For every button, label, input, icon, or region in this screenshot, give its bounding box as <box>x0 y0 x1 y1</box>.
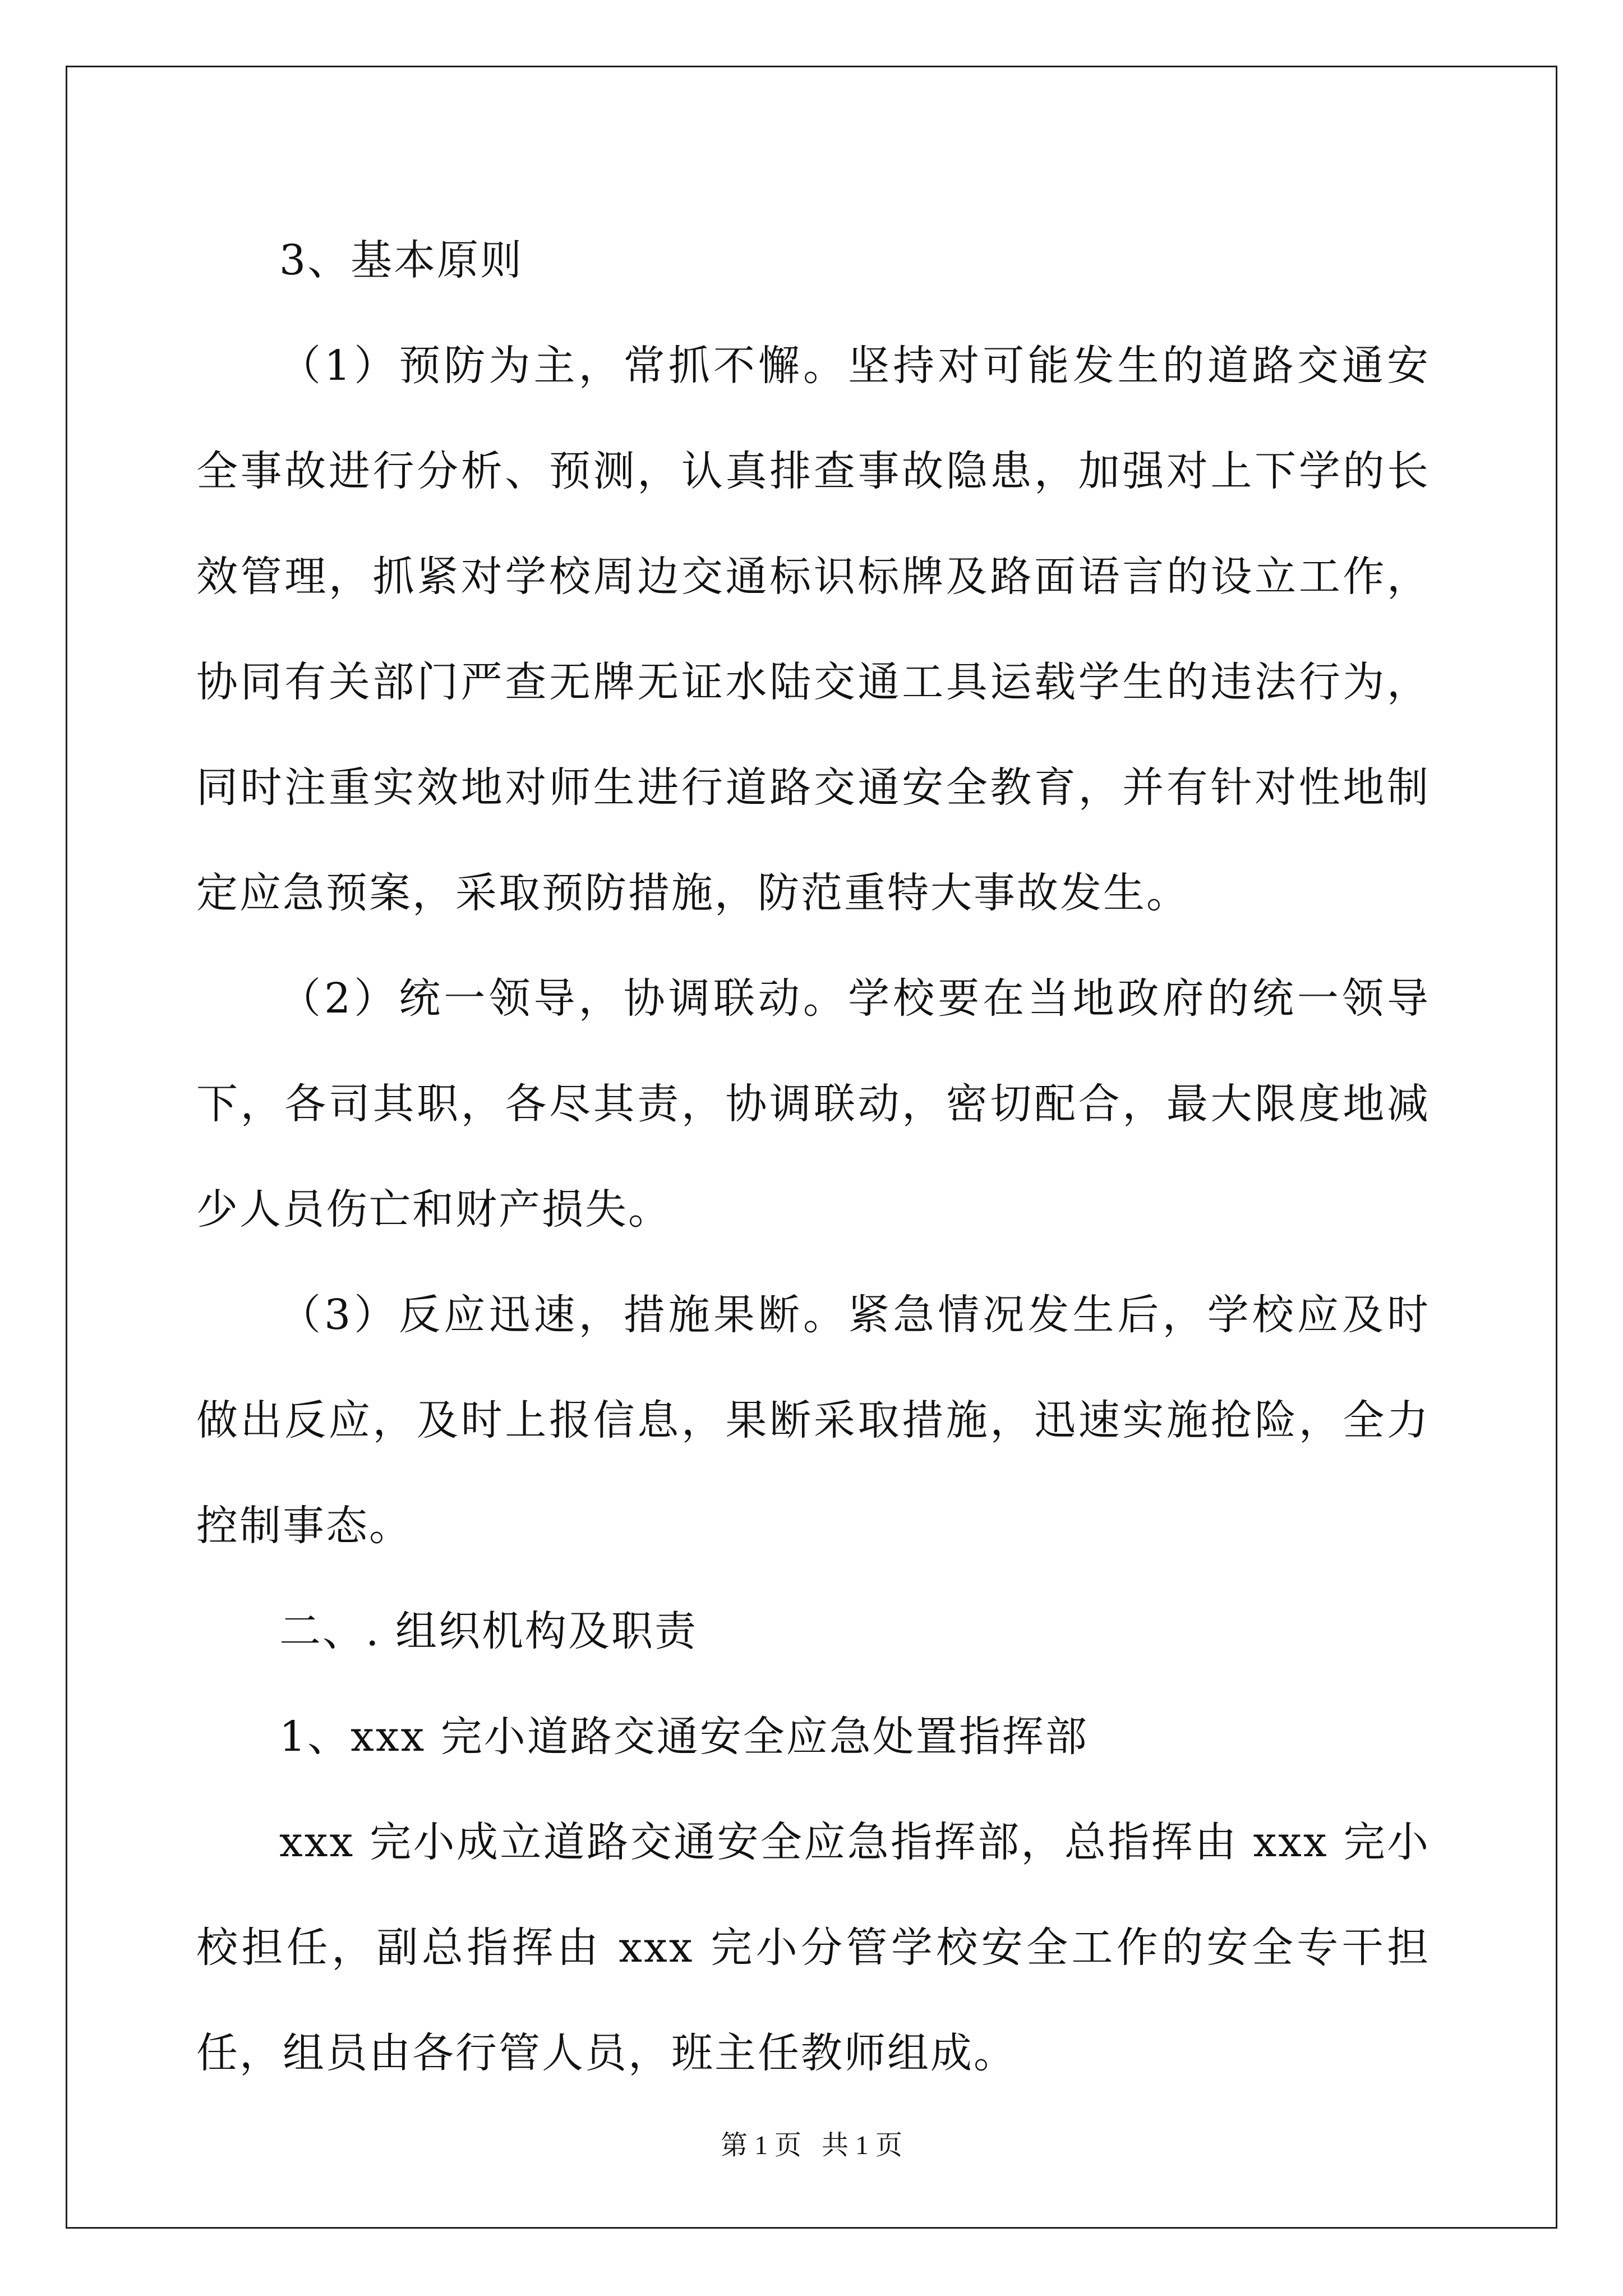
section-heading-command: 1、xxx 完小道路交通安全应急处置指挥部 <box>279 1713 1089 1761</box>
paragraph-command-members: xxx 完小成立道路交通安全应急指挥部，总指挥由 xxx 完小校担任，副总指挥由 xxx 完小分管学校安全工作的安全专干担任，组员由各行管人员，班主任教师组成。 <box>196 1818 1430 2077</box>
paragraph-prevention: （1）预防为主，常抓不懈。坚持对可能发生的道路交通安全事故进行分析、预测，认真排查事故隐患，加强对上下学的长效管理，抓紧对学校周边交通标识标牌及路面语言的设立工作，协同有关部门严查无牌无证水陆交通工具运载学生的违法行为，同时注重实效地对师生进行道路交通安全教育，并有针对性地制定应急预案，采取预防措施，防范重特大事故发生。 <box>196 342 1430 917</box>
paragraph-response: （3）反应迅速，措施果断。紧急情况发生后，学校应及时做出反应，及时上报信息，果断采取措施，迅速实施抢险，全力控制事态。 <box>196 1291 1430 1550</box>
paragraph-leadership: （2）统一领导，协调联动。学校要在当地政府的统一领导下，各司其职，各尽其责，协调联动，密切配合，最大限度地减少人员伤亡和财产损失。 <box>196 974 1430 1234</box>
document-body <box>196 208 1430 2106</box>
section-heading-principles: 3、基本原则 <box>279 236 524 284</box>
page-number-footer: 第 1 页 共 1 页 <box>720 2131 902 2160</box>
section-heading-organization: 二、. 组织机构及职责 <box>279 1607 698 1655</box>
